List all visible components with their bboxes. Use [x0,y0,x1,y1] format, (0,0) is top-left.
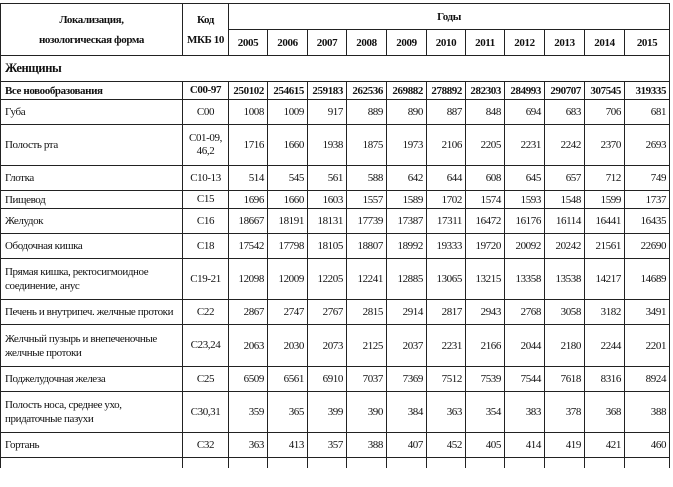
table-row [1,392,670,433]
location-cell: Гортань [1,433,183,458]
cut-off-cell [545,458,585,468]
location-header-subtitle: нозологическая форма [38,33,144,46]
year-header: 2011 [466,30,505,56]
value-cell: 16176 [505,209,545,234]
icd-code-cell: С00 [183,100,229,125]
cut-off-cell [308,458,347,468]
value-cell: 1548 [545,191,585,209]
value-cell: 378 [545,392,585,433]
table-row [1,100,670,125]
location-cell: Поджелудочная железа [1,367,183,392]
value-cell: 357 [308,433,347,458]
location-cell: Все новообразования [1,82,183,100]
icd-code-cell: С01-09, 46,2 [183,125,229,166]
value-cell: 2166 [466,325,505,367]
location-cell: Желудок [1,209,183,234]
year-header: 2010 [427,30,466,56]
icd-code-cell: С16 [183,209,229,234]
cut-off-cell [387,458,427,468]
table-row [1,259,670,300]
value-cell: 2044 [505,325,545,367]
year-header: 2005 [229,30,268,56]
value-cell: 399 [308,392,347,433]
value-cell: 2125 [347,325,387,367]
cut-off-cell [427,458,466,468]
value-cell: 1973 [387,125,427,166]
value-cell: 848 [466,100,505,125]
cut-off-cell [347,458,387,468]
value-cell: 12009 [268,259,308,300]
value-cell: 282303 [466,82,505,100]
value-cell: 290707 [545,82,585,100]
value-cell: 6561 [268,367,308,392]
value-cell: 14689 [625,259,670,300]
value-cell: 18191 [268,209,308,234]
value-cell: 2768 [505,300,545,325]
value-cell: 17311 [427,209,466,234]
value-cell: 2073 [308,325,347,367]
value-cell: 1599 [585,191,625,209]
value-cell: 383 [505,392,545,433]
value-cell: 8316 [585,367,625,392]
value-cell: 3182 [585,300,625,325]
value-cell: 2867 [229,300,268,325]
value-cell: 390 [347,392,387,433]
value-cell: 12241 [347,259,387,300]
table-row [1,367,670,392]
value-cell: 17387 [387,209,427,234]
value-cell: 421 [585,433,625,458]
value-cell: 645 [505,166,545,191]
location-cell: Пищевод [1,191,183,209]
value-cell: 2914 [387,300,427,325]
location-cell: Печень и внутрипеч. желчные протоки [1,300,183,325]
value-cell: 887 [427,100,466,125]
value-cell: 1574 [466,191,505,209]
value-cell: 1660 [268,191,308,209]
value-cell: 18992 [387,234,427,259]
table-row [1,125,670,166]
value-cell: 890 [387,100,427,125]
value-cell: 7037 [347,367,387,392]
value-cell: 13358 [505,259,545,300]
value-cell: 2030 [268,325,308,367]
value-cell: 1737 [625,191,670,209]
location-cell: Прямая кишка, ректосигмоидное соединение, анус [1,259,183,300]
value-cell: 1593 [505,191,545,209]
value-cell: 18105 [308,234,347,259]
location-cell: Желчный пузырь и внепеченочные желчные протоки [1,325,183,367]
value-cell: 363 [229,433,268,458]
value-cell: 250102 [229,82,268,100]
value-cell: 254615 [268,82,308,100]
cut-off-cell [505,458,545,468]
year-header: 2015 [625,30,670,56]
value-cell: 19333 [427,234,466,259]
value-cell: 384 [387,392,427,433]
value-cell: 2037 [387,325,427,367]
cut-off-row [1,458,670,468]
icd-code-cell: С30,31 [183,392,229,433]
value-cell: 16472 [466,209,505,234]
value-cell: 17542 [229,234,268,259]
value-cell: 12885 [387,259,427,300]
value-cell: 2693 [625,125,670,166]
value-cell: 19720 [466,234,505,259]
value-cell: 889 [347,100,387,125]
icd-code-cell: С10-13 [183,166,229,191]
value-cell: 414 [505,433,545,458]
value-cell: 17739 [347,209,387,234]
icd-code-cell: С00-97 [183,82,229,100]
value-cell: 7544 [505,367,545,392]
location-header-title: Локализация, [59,13,124,26]
value-cell: 17798 [268,234,308,259]
value-cell: 13215 [466,259,505,300]
location-cell: Губа [1,100,183,125]
value-cell: 388 [347,433,387,458]
value-cell: 12205 [308,259,347,300]
value-cell: 20242 [545,234,585,259]
section-row [1,56,670,82]
value-cell: 7539 [466,367,505,392]
icd-code-cell: С15 [183,191,229,209]
year-header: 2009 [387,30,427,56]
value-cell: 6910 [308,367,347,392]
value-cell: 3491 [625,300,670,325]
value-cell: 2747 [268,300,308,325]
value-cell: 363 [427,392,466,433]
table-row [1,166,670,191]
value-cell: 2817 [427,300,466,325]
location-cell: Полость рта [1,125,183,166]
value-cell: 657 [545,166,585,191]
value-cell: 588 [347,166,387,191]
value-cell: 1875 [347,125,387,166]
value-cell: 2231 [427,325,466,367]
year-header: 2014 [585,30,625,56]
value-cell: 561 [308,166,347,191]
code-header-title: Код [197,13,214,26]
value-cell: 917 [308,100,347,125]
value-cell: 2244 [585,325,625,367]
value-cell: 16441 [585,209,625,234]
value-cell: 259183 [308,82,347,100]
value-cell: 644 [427,166,466,191]
value-cell: 1716 [229,125,268,166]
location-cell: Полость носа, среднее ухо, придаточные пазухи [1,392,183,433]
value-cell: 407 [387,433,427,458]
year-header: 2012 [505,30,545,56]
value-cell: 18131 [308,209,347,234]
code-header-subtitle: МКБ 10 [187,33,224,46]
table-row [1,300,670,325]
cancer-incidence-table [0,3,670,468]
icd-code-cell: С23,24 [183,325,229,367]
value-cell: 2201 [625,325,670,367]
cut-off-cell [466,458,505,468]
years-header: Годы [229,4,670,30]
value-cell: 8924 [625,367,670,392]
year-header: 2008 [347,30,387,56]
value-cell: 354 [466,392,505,433]
value-cell: 307545 [585,82,625,100]
value-cell: 683 [545,100,585,125]
value-cell: 365 [268,392,308,433]
value-cell: 413 [268,433,308,458]
value-cell: 405 [466,433,505,458]
icd-code-cell: С32 [183,433,229,458]
year-header: 2013 [545,30,585,56]
value-cell: 642 [387,166,427,191]
year-header: 2006 [268,30,308,56]
table-row [1,325,670,367]
year-header: 2007 [308,30,347,56]
value-cell: 7512 [427,367,466,392]
value-cell: 18667 [229,209,268,234]
value-cell: 7618 [545,367,585,392]
icd-code-cell: С25 [183,367,229,392]
value-cell: 452 [427,433,466,458]
icd-code-cell: С18 [183,234,229,259]
value-cell: 1009 [268,100,308,125]
value-cell: 2767 [308,300,347,325]
value-cell: 514 [229,166,268,191]
total-row [1,82,670,100]
value-cell: 608 [466,166,505,191]
value-cell: 14217 [585,259,625,300]
cut-off-cell [183,458,229,468]
value-cell: 419 [545,433,585,458]
value-cell: 13065 [427,259,466,300]
value-cell: 6509 [229,367,268,392]
value-cell: 16435 [625,209,670,234]
value-cell: 1702 [427,191,466,209]
value-cell: 7369 [387,367,427,392]
value-cell: 2106 [427,125,466,166]
value-cell: 681 [625,100,670,125]
value-cell: 388 [625,392,670,433]
value-cell: 2943 [466,300,505,325]
value-cell: 2063 [229,325,268,367]
table-row [1,433,670,458]
value-cell: 1008 [229,100,268,125]
section-label: Женщины [1,56,670,82]
value-cell: 319335 [625,82,670,100]
value-cell: 12098 [229,259,268,300]
value-cell: 1660 [268,125,308,166]
value-cell: 21561 [585,234,625,259]
location-cell: Ободочная кишка [1,234,183,259]
value-cell: 712 [585,166,625,191]
value-cell: 694 [505,100,545,125]
icd-code-cell: С22 [183,300,229,325]
value-cell: 368 [585,392,625,433]
value-cell: 1589 [387,191,427,209]
cut-off-cell [1,458,183,468]
cut-off-cell [625,458,670,468]
value-cell: 706 [585,100,625,125]
cut-off-cell [585,458,625,468]
value-cell: 22690 [625,234,670,259]
value-cell: 2815 [347,300,387,325]
table-body [1,56,670,468]
value-cell: 749 [625,166,670,191]
value-cell: 1938 [308,125,347,166]
value-cell: 460 [625,433,670,458]
value-cell: 269882 [387,82,427,100]
value-cell: 1696 [229,191,268,209]
value-cell: 1557 [347,191,387,209]
value-cell: 3058 [545,300,585,325]
value-cell: 278892 [427,82,466,100]
value-cell: 284993 [505,82,545,100]
value-cell: 545 [268,166,308,191]
code-header [183,4,229,56]
value-cell: 359 [229,392,268,433]
cut-off-cell [229,458,268,468]
location-header [1,4,183,56]
value-cell: 13538 [545,259,585,300]
value-cell: 2231 [505,125,545,166]
value-cell: 262536 [347,82,387,100]
value-cell: 18807 [347,234,387,259]
value-cell: 20092 [505,234,545,259]
icd-code-cell: С19-21 [183,259,229,300]
value-cell: 2370 [585,125,625,166]
value-cell: 1603 [308,191,347,209]
value-cell: 16114 [545,209,585,234]
table-row [1,209,670,234]
value-cell: 2242 [545,125,585,166]
table-row [1,234,670,259]
cut-off-cell [268,458,308,468]
table-row [1,191,670,209]
value-cell: 2205 [466,125,505,166]
value-cell: 2180 [545,325,585,367]
location-cell: Глотка [1,166,183,191]
